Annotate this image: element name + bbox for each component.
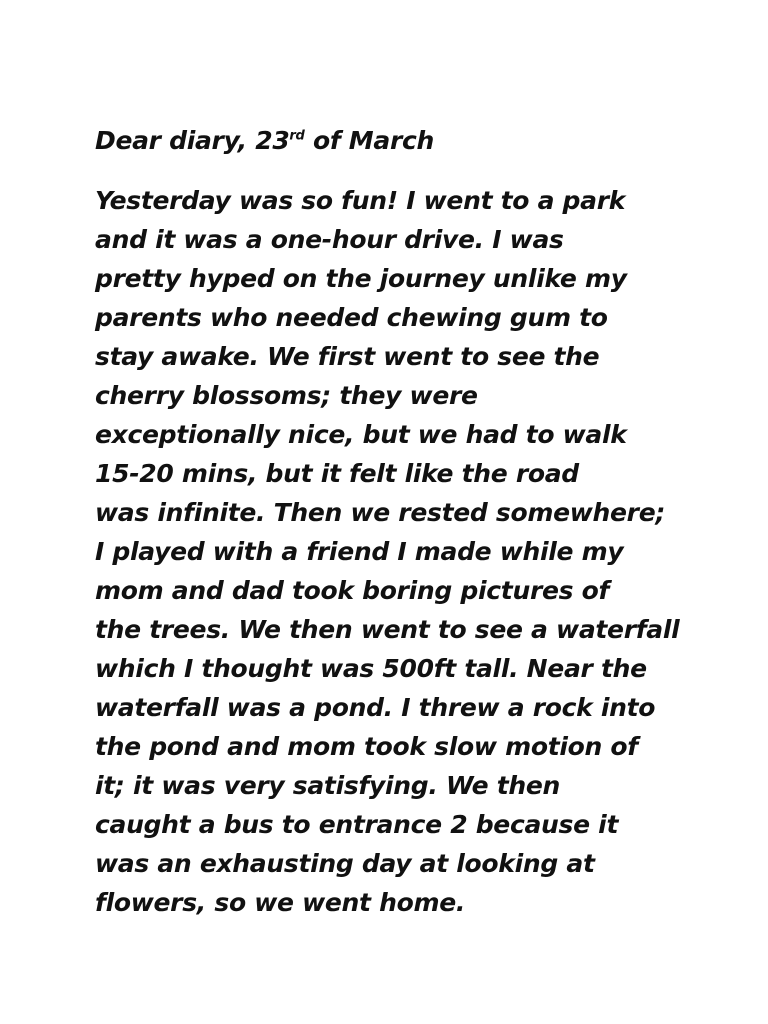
- diary-line: which I thought was 500ft tall. Near the: [95, 654, 647, 683]
- diary-line: and it was a one-hour drive. I was: [95, 225, 564, 254]
- diary-line: caught a bus to entrance 2 because it: [95, 810, 619, 839]
- diary-line: Yesterday was so fun! I went to a park: [95, 186, 626, 215]
- diary-line: flowers, so we went home.: [95, 888, 466, 917]
- heading-ordinal-suffix: rd: [289, 128, 305, 144]
- diary-line: it; it was very satisfying. We then: [95, 771, 561, 800]
- heading-date-suffix: of March: [304, 126, 435, 155]
- diary-line: was an exhausting day at looking at: [95, 849, 595, 878]
- diary-entry-text: [95, 181, 679, 922]
- heading-date-prefix: Dear diary, 23: [95, 126, 290, 155]
- diary-line: pretty hyped on the journey unlike my: [95, 264, 627, 293]
- diary-heading: [95, 124, 434, 158]
- diary-line: 15-20 mins, but it felt like the road: [95, 459, 579, 488]
- diary-line: was infinite. Then we rested somewhere;: [95, 498, 666, 527]
- diary-line: parents who needed chewing gum to: [95, 303, 608, 332]
- diary-line: stay awake. We first went to see the: [95, 342, 600, 371]
- diary-line: waterfall was a pond. I threw a rock into: [95, 693, 656, 722]
- diary-line: the pond and mom took slow motion of: [95, 732, 638, 761]
- diary-line: exceptionally nice, but we had to walk: [95, 420, 627, 449]
- diary-line: I played with a friend I made while my: [95, 537, 624, 566]
- diary-line: cherry blossoms; they were: [95, 381, 478, 410]
- diary-line: mom and dad took boring pictures of: [95, 576, 610, 605]
- diary-line: the trees. We then went to see a waterfall: [95, 615, 680, 644]
